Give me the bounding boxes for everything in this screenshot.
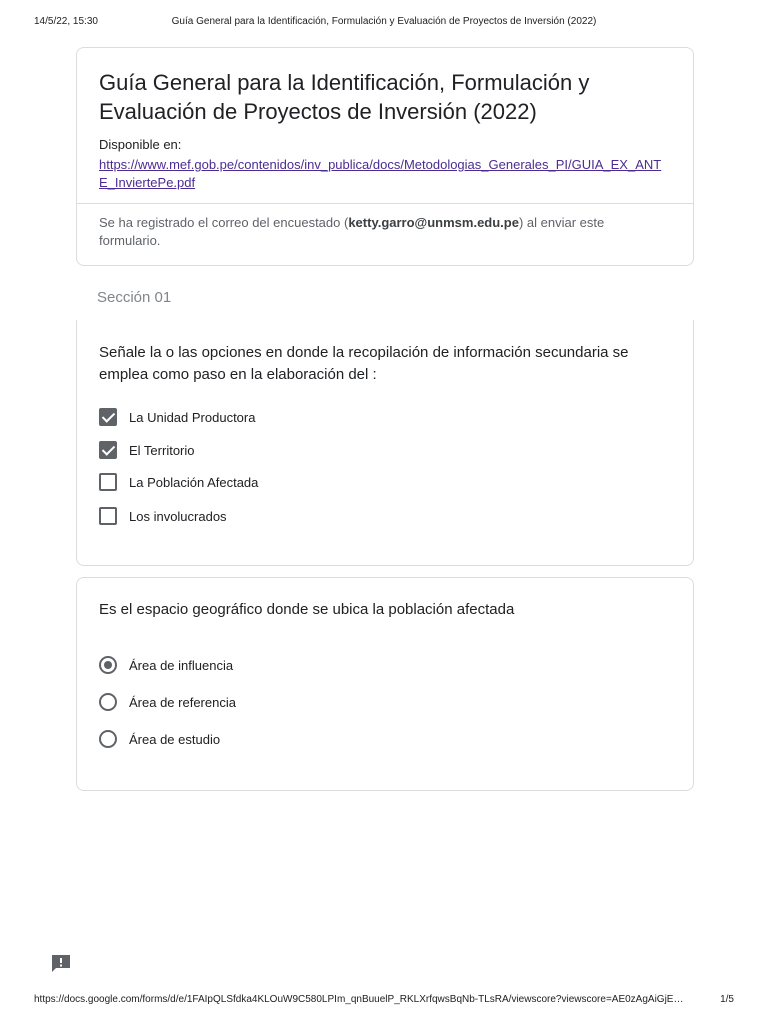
checkbox-option[interactable] [99, 406, 255, 428]
checkbox-checked-icon[interactable] [99, 441, 117, 459]
radio-option[interactable] [99, 691, 236, 713]
question-card-2 [76, 577, 694, 791]
checkbox-option[interactable] [99, 439, 195, 461]
print-title: Guía General para la Identificación, Formulación y Evaluación de Proyectos de Inversión (2022) [171, 16, 597, 27]
radio-selected-icon[interactable] [99, 656, 117, 674]
question-card-1 [76, 320, 694, 566]
print-header [34, 16, 734, 30]
form-description-link[interactable]: https://www.mef.gob.pe/contenidos/inv_publica/docs/Metodologias_Generales_PI/GUIA_EX_ANTE_InviertePe.pdf [99, 157, 662, 190]
question-text: Es el espacio geográfico donde se ubica la población afectada [99, 601, 515, 618]
form-title: Guía General para la Identificación, Formulación y Evaluación de Proyectos de Inversión (2022) [99, 70, 590, 124]
question-text: Señale la o las opciones en donde la recopilación de información secundaria se emplea como paso en la elaboración del : [99, 344, 629, 383]
option-label: Los involucrados [129, 508, 227, 524]
checkbox-checked-icon[interactable] [99, 408, 117, 426]
option-label: Área de referencia [129, 694, 236, 710]
email-note-suffix: ) al enviar este formulario. [99, 215, 605, 248]
print-datetime: 14/5/22, 15:30 [34, 16, 98, 27]
header-divider [77, 203, 693, 204]
radio-unselected-icon[interactable] [99, 693, 117, 711]
section-title: Sección 01 [97, 289, 172, 306]
radio-unselected-icon[interactable] [99, 730, 117, 748]
option-label: El Territorio [129, 442, 195, 458]
print-url: https://docs.google.com/forms/d/e/1FAIpQLSfdka4KLOuW9C580LPIm_qnBuuelP_RKLXrfqwsBqNb-TLsRA/viewscore?viewscore=AE0zAgAiGjE… [34, 994, 684, 1005]
respondent-email: ketty.garro@unmsm.edu.pe [348, 215, 519, 230]
checkbox-option[interactable] [99, 505, 227, 527]
print-footer [34, 994, 734, 1008]
checkbox-unchecked-icon[interactable] [99, 473, 117, 491]
form-header-card [76, 47, 694, 266]
feedback-icon[interactable] [50, 954, 72, 974]
email-note [99, 214, 659, 250]
option-label: Área de influencia [129, 657, 234, 673]
option-label: La Unidad Productora [129, 409, 256, 425]
page-number: 1/5 [720, 994, 734, 1005]
form-description-label: Disponible en: [99, 137, 182, 152]
email-note-prefix: Se ha registrado el correo del encuestado ( [99, 215, 349, 230]
radio-option[interactable] [99, 728, 220, 750]
radio-option[interactable] [99, 654, 233, 676]
option-label: La Población Afectada [129, 474, 259, 490]
checkbox-unchecked-icon[interactable] [99, 507, 117, 525]
option-label: Área de estudio [129, 731, 221, 747]
checkbox-option[interactable] [99, 471, 258, 493]
